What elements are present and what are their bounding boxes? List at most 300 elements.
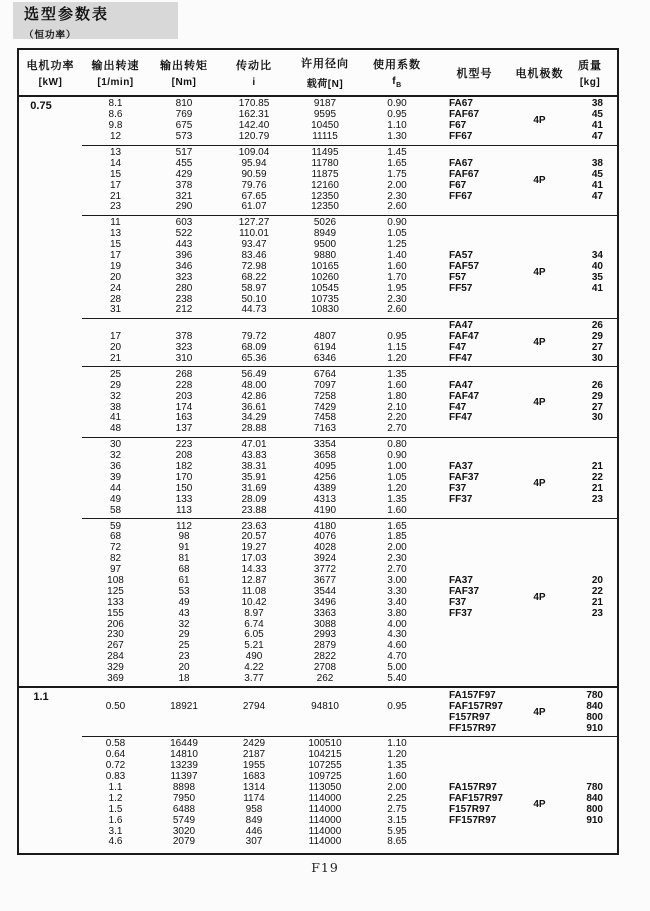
row-group [82, 215, 617, 318]
torque-cell: 113 [176, 504, 192, 516]
ratio-cell: 2794 [242, 700, 266, 712]
service-factor-cell: 1.60 [387, 771, 407, 783]
model-cell: FF67 [449, 190, 473, 202]
torque-cell: 8898 [172, 781, 196, 793]
page-number: F19 [311, 860, 339, 875]
service-factor-cell: 2.00 [387, 781, 407, 793]
speed-cell: 1.6 [108, 814, 123, 826]
model-cell: FAF67 [449, 168, 480, 180]
speed-cell: 1.5 [108, 803, 123, 815]
table-row [82, 641, 617, 652]
ratio-cell: 12.87 [241, 574, 267, 586]
ratio-cell: 79.72 [241, 331, 267, 343]
ratio-cell: 849 [245, 814, 263, 826]
load-cell: 11780 [311, 157, 339, 169]
load-cell: 3363 [313, 607, 337, 619]
model-cell: F47 [449, 342, 467, 354]
load-cell: 3677 [313, 574, 337, 586]
torque-cell: 174 [175, 401, 193, 413]
table-row [82, 440, 617, 451]
load-cell: 8949 [313, 228, 337, 240]
row-group [82, 366, 617, 436]
model-cell: FAF157R97 [449, 792, 503, 804]
load-cell: 114000 [308, 792, 342, 804]
row-group [30, 97, 617, 145]
table-body [19, 97, 617, 853]
table-row [82, 532, 617, 543]
service-factor-cell: 2.20 [387, 412, 407, 424]
header-output-speed: 输出转速 [1/min] [91, 60, 140, 88]
service-factor-cell: 2.75 [387, 803, 407, 815]
model-cell: FAF157R97 [449, 700, 503, 712]
load-cell: 2708 [313, 662, 337, 674]
torque-cell: 290 [175, 201, 193, 213]
load-cell: 4095 [313, 461, 337, 473]
load-cell: 6346 [313, 353, 337, 365]
speed-cell: 23 [109, 201, 122, 213]
table-row [82, 202, 617, 213]
torque-cell: 98 [178, 531, 190, 543]
torque-cell: 769 [175, 109, 193, 121]
selection-table [17, 48, 619, 855]
torque-cell: 61 [178, 574, 190, 586]
torque-cell: 321 [175, 190, 193, 202]
torque-cell: 280 [175, 282, 193, 294]
load-cell: 114000 [308, 836, 342, 848]
speed-cell: 15 [109, 239, 122, 251]
load-cell: 4256 [313, 471, 337, 483]
speed-cell: 36 [109, 461, 122, 473]
service-factor-cell: 8.65 [387, 836, 407, 848]
table-row [82, 674, 617, 685]
ratio-cell: 127.27 [238, 217, 270, 229]
ratio-cell: 5.21 [244, 640, 264, 652]
speed-cell: 24 [109, 282, 122, 294]
load-cell: 2879 [313, 640, 337, 652]
speed-cell: 155 [107, 607, 124, 619]
service-factor-cell: 1.75 [387, 168, 407, 180]
load-cell: 7097 [313, 379, 337, 391]
torque-cell: 323 [175, 342, 193, 354]
load-cell: 2993 [313, 629, 337, 641]
poles-value: 4P [533, 591, 546, 603]
service-factor-cell: 2.00 [387, 179, 407, 191]
speed-cell: 329 [107, 662, 124, 674]
speed-cell: 32 [109, 450, 122, 462]
torque-cell: 5749 [172, 814, 196, 826]
row-group [82, 145, 617, 215]
table-row [82, 148, 617, 159]
service-factor-cell: 1.95 [387, 282, 407, 294]
page-subtitle: （恒功率） [24, 29, 77, 41]
service-factor-cell: 3.30 [387, 585, 407, 597]
ratio-cell: 44.73 [241, 304, 267, 316]
load-cell: 11875 [311, 168, 339, 180]
load-cell: 7458 [313, 412, 337, 424]
mass-cell: 780 [586, 781, 603, 793]
load-cell: 6194 [313, 342, 337, 354]
ratio-cell: 17.03 [241, 553, 267, 565]
speed-cell: 13 [109, 147, 122, 158]
model-cell: FF67 [449, 131, 473, 143]
ratio-cell: 79.76 [241, 179, 267, 191]
torque-cell: 208 [175, 450, 193, 462]
load-cell: 4180 [313, 520, 337, 532]
poles-value: 4P [533, 115, 546, 127]
service-factor-cell: 1.70 [387, 271, 407, 283]
load-cell: 10165 [311, 260, 339, 272]
load-cell: 3658 [313, 450, 337, 462]
service-factor-cell: 1.60 [387, 504, 407, 516]
mass-cell: 780 [586, 689, 603, 701]
torque-cell: 150 [175, 482, 193, 494]
table-row [82, 772, 617, 783]
service-factor-cell: 0.95 [387, 331, 407, 343]
header-motor-poles: 电机极数 [515, 67, 564, 80]
speed-cell: 8.1 [108, 98, 123, 110]
ratio-cell: 11.08 [241, 585, 267, 597]
service-factor-cell: 3.00 [387, 574, 407, 586]
row-group [82, 437, 617, 518]
speed-cell: 30 [109, 439, 122, 451]
ratio-cell: 65.36 [241, 353, 267, 365]
speed-cell: 133 [107, 596, 124, 608]
ratio-cell: 8.97 [244, 607, 264, 619]
service-factor-cell: 1.10 [387, 738, 407, 750]
torque-cell: 522 [175, 228, 193, 240]
poles-value: 4P [533, 337, 546, 349]
mass-cell: 34 [591, 250, 603, 262]
header-model: 机型号 [456, 67, 493, 80]
load-cell: 3924 [313, 553, 337, 565]
speed-cell: 1.1 [108, 781, 123, 793]
speed-cell: 41 [109, 412, 122, 424]
speed-cell: 58 [109, 504, 122, 516]
poles-value: 4P [533, 174, 546, 186]
load-cell: 3354 [313, 439, 337, 451]
ratio-cell: 50.10 [241, 293, 267, 305]
mass-cell: 800 [586, 711, 603, 723]
speed-cell: 17 [109, 179, 122, 191]
speed-cell: 19 [109, 260, 122, 272]
load-cell: 3772 [313, 564, 337, 576]
model-cell: FF37 [449, 607, 473, 619]
ratio-cell: 23.63 [241, 520, 267, 532]
mass-cell: 40 [591, 260, 603, 272]
speed-cell: 15 [109, 168, 122, 180]
mass-cell: 29 [591, 331, 603, 343]
ratio-cell: 42.86 [241, 390, 267, 402]
torque-cell: 228 [175, 379, 193, 391]
torque-cell: 20 [178, 662, 190, 674]
torque-cell: 163 [175, 412, 193, 424]
service-factor-cell: 2.10 [387, 401, 407, 413]
speed-cell: 4.6 [108, 836, 123, 848]
model-cell: FF57 [449, 282, 473, 294]
row-group [82, 736, 617, 850]
ratio-cell: 61.07 [241, 201, 267, 213]
service-factor-cell: 0.80 [387, 439, 407, 451]
table-row [82, 451, 617, 462]
speed-cell: 267 [107, 640, 124, 652]
mass-cell: 26 [591, 379, 603, 391]
mass-cell: 38 [591, 98, 603, 110]
torque-cell: 14810 [170, 749, 198, 761]
service-factor-cell: 2.70 [387, 423, 407, 435]
ratio-cell: 1955 [242, 760, 266, 772]
model-cell: FAF47 [449, 390, 480, 402]
model-cell: FF37 [449, 493, 473, 505]
table-row [82, 543, 617, 554]
torque-cell: 378 [175, 331, 193, 343]
torque-cell: 517 [175, 147, 193, 158]
model-cell: FAF37 [449, 471, 480, 483]
speed-cell: 284 [107, 651, 124, 663]
service-factor-cell: 2.30 [387, 293, 407, 305]
ratio-cell: 72.98 [241, 260, 267, 272]
row-group [33, 688, 617, 736]
service-factor-cell: 3.15 [387, 814, 407, 826]
service-factor-cell: 5.40 [387, 672, 407, 684]
speed-cell: 44 [109, 482, 122, 494]
speed-cell: 230 [107, 629, 124, 641]
load-cell: 113050 [308, 781, 342, 793]
ratio-cell: 95.94 [241, 157, 267, 169]
model-cell: FA157R97 [449, 781, 497, 793]
speed-cell: 97 [109, 564, 122, 576]
header-ratio: 传动比 i [236, 60, 272, 88]
poles-value: 4P [533, 266, 546, 278]
load-cell: 9500 [313, 239, 337, 251]
torque-cell: 7950 [172, 792, 196, 804]
ratio-cell: 1683 [242, 771, 266, 783]
load-cell: 107255 [308, 760, 342, 772]
service-factor-cell: 1.35 [387, 493, 407, 505]
speed-cell: 0.58 [105, 738, 126, 750]
service-factor-cell: 1.20 [387, 749, 407, 761]
mass-cell: 30 [591, 353, 603, 365]
ratio-cell: 4.22 [244, 662, 264, 674]
mass-cell: 23 [591, 493, 603, 505]
speed-cell: 17 [109, 250, 122, 262]
load-cell: 12160 [311, 179, 339, 191]
model-cell: FAF37 [449, 585, 480, 597]
load-cell: 104215 [308, 749, 342, 761]
load-cell: 7429 [313, 401, 337, 413]
model-cell: F157R97 [449, 803, 491, 815]
speed-cell: 68 [109, 531, 122, 543]
speed-cell: 108 [107, 574, 124, 586]
service-factor-cell: 1.35 [387, 368, 407, 380]
mass-cell: 22 [591, 471, 603, 483]
power-value: 0.75 [30, 100, 52, 112]
torque-cell: 443 [175, 239, 193, 251]
table-row [82, 554, 617, 565]
load-cell: 7258 [313, 390, 337, 402]
torque-cell: 81 [178, 553, 190, 565]
table-row [82, 630, 617, 641]
mass-cell: 20 [591, 574, 603, 586]
speed-cell: 38 [109, 401, 122, 413]
load-cell: 9187 [313, 98, 337, 110]
ratio-cell: 14.33 [241, 564, 267, 576]
table-row [82, 750, 617, 761]
service-factor-cell: 1.80 [387, 390, 407, 402]
table-row [82, 619, 617, 630]
service-factor-cell: 1.40 [387, 250, 407, 262]
row-group [82, 518, 617, 686]
speed-cell: 0.72 [105, 760, 126, 772]
service-factor-cell: 1.10 [387, 120, 407, 132]
speed-cell: 49 [109, 493, 122, 505]
load-cell: 3088 [313, 618, 337, 630]
service-factor-cell: 1.35 [387, 760, 407, 772]
service-factor-cell: 4.00 [387, 618, 407, 630]
speed-cell: 20 [109, 342, 122, 354]
ratio-cell: 120.79 [238, 131, 270, 143]
ratio-cell: 109.04 [238, 147, 270, 158]
torque-cell: 29 [178, 629, 190, 641]
ratio-cell: 31.69 [241, 482, 267, 494]
table-row [82, 652, 617, 663]
table-row [82, 663, 617, 674]
ratio-cell: 28.88 [241, 423, 267, 435]
model-cell: FAF47 [449, 331, 480, 343]
mass-cell: 38 [591, 157, 603, 169]
speed-cell: 21 [109, 353, 122, 365]
ratio-cell: 83.46 [241, 250, 267, 262]
ratio-cell: 67.65 [241, 190, 267, 202]
speed-cell: 28 [109, 293, 122, 305]
torque-cell: 346 [175, 260, 193, 272]
load-cell: 10450 [311, 120, 339, 132]
service-factor-cell: 3.40 [387, 596, 407, 608]
power-value: 1.1 [33, 691, 49, 704]
ratio-cell: 38.31 [241, 461, 267, 473]
mass-cell: 800 [586, 803, 603, 815]
mass-cell: 26 [591, 320, 603, 332]
ratio-cell: 23.88 [241, 504, 267, 516]
load-cell: 3544 [313, 585, 337, 597]
service-factor-cell: 2.30 [387, 553, 407, 565]
speed-cell: 206 [107, 618, 124, 630]
torque-cell: 11397 [170, 771, 198, 783]
ratio-cell: 68.22 [241, 271, 267, 283]
speed-cell: 0.83 [105, 771, 126, 783]
service-factor-cell: 4.60 [387, 640, 407, 652]
load-cell: 9880 [313, 250, 337, 262]
speed-cell: 8.6 [108, 109, 123, 121]
model-cell: FAF67 [449, 109, 480, 121]
load-cell: 94810 [311, 700, 339, 712]
torque-cell: 6488 [172, 803, 196, 815]
service-factor-cell: 1.20 [387, 482, 407, 494]
torque-cell: 238 [175, 293, 193, 305]
torque-cell: 133 [175, 493, 193, 505]
mass-cell: 21 [591, 596, 603, 608]
model-cell: F47 [449, 401, 467, 413]
torque-cell: 396 [175, 250, 193, 262]
load-cell: 4190 [313, 504, 337, 516]
torque-cell: 170 [175, 471, 193, 483]
load-cell: 5026 [313, 217, 337, 229]
service-factor-cell: 0.90 [387, 98, 407, 110]
load-cell: 12350 [311, 190, 339, 202]
ratio-cell: 58.97 [241, 282, 267, 294]
load-cell: 7163 [313, 423, 337, 435]
speed-cell: 32 [109, 390, 122, 402]
service-factor-cell: 5.00 [387, 662, 407, 674]
speed-cell: 29 [109, 379, 122, 391]
speed-cell: 39 [109, 471, 122, 483]
torque-cell: 32 [178, 618, 190, 630]
mass-cell: 47 [591, 190, 603, 202]
torque-cell: 203 [175, 390, 193, 402]
mass-cell: 29 [591, 390, 603, 402]
load-cell: 3496 [313, 596, 337, 608]
torque-cell: 16449 [170, 738, 198, 750]
table-row [82, 739, 617, 750]
service-factor-cell: 1.65 [387, 520, 407, 532]
ratio-cell: 43.83 [241, 450, 267, 462]
load-cell: 10830 [311, 304, 339, 316]
header-radial-load: 许用径向 载荷[N] [301, 58, 349, 90]
load-cell: 109725 [308, 771, 342, 783]
service-factor-cell: 4.30 [387, 629, 407, 641]
poles-value: 4P [533, 706, 546, 718]
table-row [82, 218, 617, 229]
service-factor-cell: 2.60 [387, 201, 407, 213]
torque-cell: 49 [178, 596, 190, 608]
table-row [82, 294, 617, 305]
torque-cell: 573 [175, 131, 193, 143]
ratio-cell: 93.47 [241, 239, 267, 251]
torque-cell: 112 [176, 520, 192, 532]
speed-cell: 0.50 [105, 700, 126, 712]
load-cell: 262 [316, 672, 334, 684]
ratio-cell: 90.59 [241, 168, 267, 180]
speed-cell: 12 [109, 131, 122, 143]
mass-cell: 910 [586, 814, 603, 826]
table-row [82, 229, 617, 240]
torque-cell: 18921 [170, 700, 198, 712]
table-row [82, 369, 617, 380]
service-factor-cell: 1.85 [387, 531, 407, 543]
torque-cell: 212 [175, 304, 193, 316]
mass-cell: 21 [591, 482, 603, 494]
speed-cell: 1.2 [108, 792, 123, 804]
poles-value: 4P [533, 396, 546, 408]
table-header [19, 50, 617, 97]
model-cell: FA37 [449, 461, 473, 473]
ratio-cell: 162.31 [238, 109, 270, 121]
torque-cell: 23 [178, 651, 190, 663]
ratio-cell: 48.00 [241, 379, 267, 391]
load-cell: 114000 [308, 814, 342, 826]
speed-cell: 72 [109, 542, 122, 554]
header-service-factor: 使用系数 $f_B$ [373, 59, 421, 89]
service-factor-cell: 1.45 [387, 147, 407, 158]
service-factor-cell: 1.20 [387, 353, 407, 365]
service-factor-cell: 0.95 [387, 700, 407, 712]
ratio-cell: 56.49 [241, 368, 267, 380]
speed-cell: 25 [109, 368, 122, 380]
torque-cell: 675 [175, 120, 193, 132]
mass-cell: 840 [586, 700, 603, 712]
load-cell: 11115 [312, 131, 338, 143]
ratio-cell: 6.74 [244, 618, 264, 630]
model-cell: F67 [449, 179, 467, 191]
